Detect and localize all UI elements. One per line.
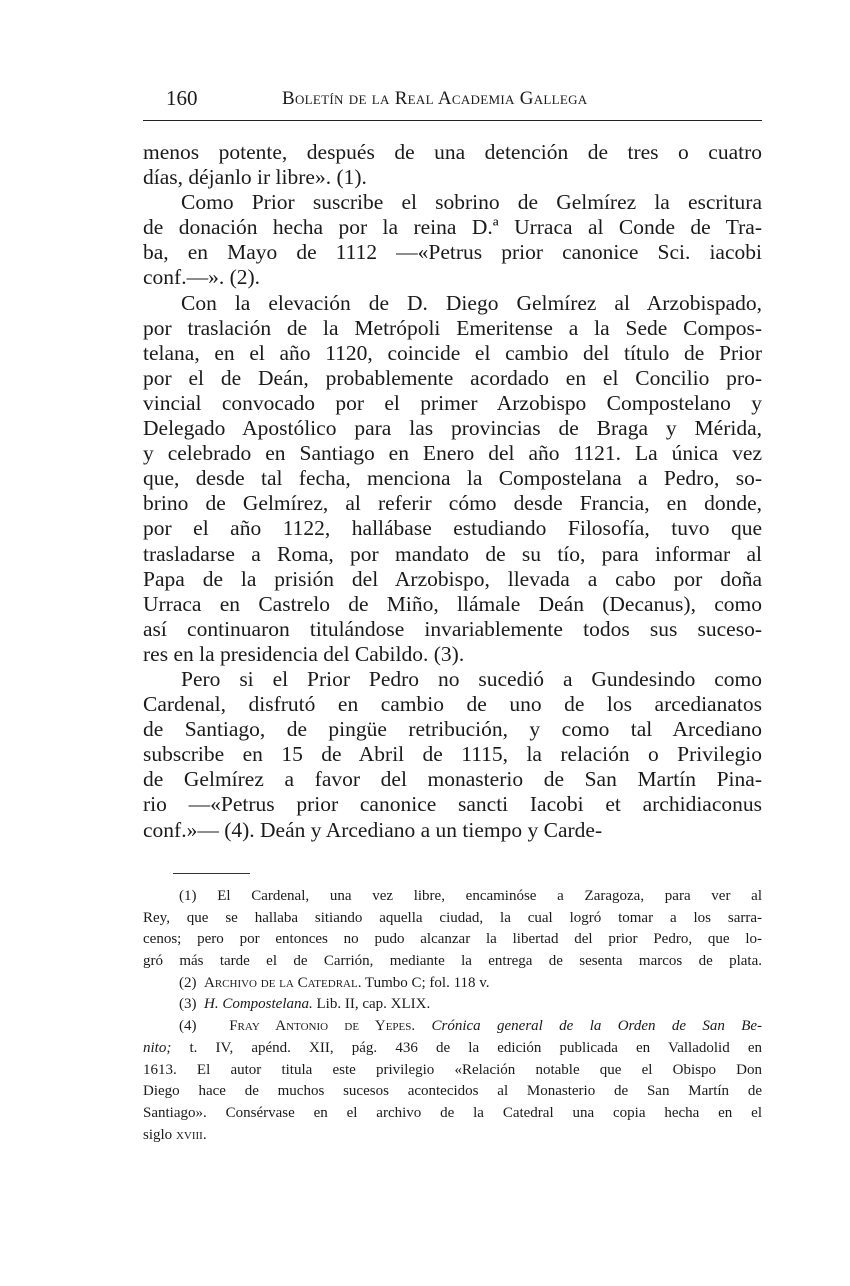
body-line: de Santiago, de pingüe retribución, y como tal Arcediano [143, 717, 762, 742]
body-line: telana, en el año 1120, coincide el cambio del título de Prior [143, 340, 762, 365]
body-line: Papa de la prisión del Arzobispo, llevada a cabo por doña [143, 566, 762, 591]
body-line: Cardenal, disfrutó en cambio de uno de los arcedianatos [143, 692, 762, 717]
body-line: subscribe en 15 de Abril de 1115, la relación o Privilegio [143, 742, 762, 767]
footnote-4-line: nito; t. IV, apénd. XII, pág. 436 de la edición publicada en Valladolid en [143, 1039, 762, 1056]
body-line: días, déjanlo ir libre». (1). [143, 165, 367, 190]
body-line: y celebrado en Santiago en Enero del año 1121. La única vez [143, 441, 762, 466]
body-line: Urraca en Castrelo de Miño, llámale Deán (Decanus), como [143, 591, 762, 616]
body-line: Delegado Apostólico para las provincias de Braga y Mérida, [143, 416, 762, 441]
footnote-1-line: Rey, que se hallaba sitiando aquella ciudad, la cual logró tomar a los sarra- [143, 909, 762, 926]
body-line: que, desde tal fecha, menciona la Compostelana a Pedro, so- [143, 466, 762, 491]
body-line: de Gelmírez a favor del monasterio de San Martín Pina- [143, 767, 762, 792]
body-text [143, 140, 762, 843]
footnote-4-line: Santiago». Consérvase en el archivo de la Catedral una copia hecha en el [143, 1104, 762, 1121]
footnote-1-line: gró más tarde el de Carrión, mediante la entrega de sesenta marcos de plata. [143, 953, 762, 970]
body-line: así continuaron titulándose invariablemente todos sus suceso- [143, 616, 762, 641]
body-line: por el año 1122, hallábase estudiando Filosofía, tuvo que [143, 516, 762, 541]
body-line: brino de Gelmírez, al referir cómo desde Francia, en donde, [143, 491, 762, 516]
footnote-separator [173, 873, 250, 874]
body-line: por traslación de la Metrópoli Emeritense a la Sede Compos- [143, 315, 762, 340]
body-line: vincial convocado por el primer Arzobispo Compostelano y [143, 390, 762, 415]
body-line: por el de Deán, probablemente acordado en el Concilio pro- [143, 365, 762, 390]
page-number: 160 [166, 86, 198, 110]
footnote-1-line: (1) El Cardenal, una vez libre, encaminóse a Zaragoza, para ver al [179, 888, 762, 904]
body-line: conf.»— (4). Deán y Arcediano a un tiempo y Carde- [143, 817, 603, 842]
body-line: rio —«Petrus prior canonice sancti Iacobi et archidiaconus [143, 792, 762, 817]
body-line: ba, en Mayo de 1112 —«Petrus prior canonice Sci. iacobi [143, 240, 762, 265]
body-line: menos potente, después de una detención de tres o cuatro [143, 140, 762, 164]
footnote-3: (3) H. Compostelana. Lib. II, cap. XLIX. [179, 996, 431, 1013]
running-header-title: Boletín de la Real Academia Gallega [282, 88, 588, 109]
footnote-4-line: siglo xviii. [143, 1126, 207, 1143]
body-line: res en la presidencia del Cabildo. (3). [143, 641, 465, 666]
footnote-1-line: cenos; pero por entonces no pudo alcanzar la libertad del prior Pedro, que lo- [143, 931, 762, 948]
footnotes [143, 886, 762, 1146]
footnote-4-line: (4) Fray Antonio de Yepes. Crónica general de la Orden de San Be- [179, 1018, 763, 1035]
body-line: Como Prior suscribe el sobrino de Gelmírez la escritura [181, 190, 762, 215]
body-line: de donación hecha por la reina D.ª Urraca al Conde de Tra- [143, 215, 762, 240]
body-line: trasladarse a Roma, por mandato de su tío, para informar al [143, 541, 762, 566]
body-line: Con la elevación de D. Diego Gelmírez al Arzobispado, [181, 290, 762, 315]
footnote-4-line: 1613. El autor titula este privilegio «Relación notable que el Obispo Don [143, 1061, 762, 1078]
footnote-2: (2) Archivo de la Catedral. Tumbo C; fol. 118 v. [179, 974, 490, 991]
footnote-4-line: Diego hace de muchos sucesos acontecidos al Monasterio de San Martín de [143, 1083, 762, 1100]
header-rule [143, 120, 762, 121]
body-line: conf.—». (2). [143, 265, 261, 290]
body-line: Pero si el Prior Pedro no sucedió a Gundesindo como [181, 666, 762, 691]
